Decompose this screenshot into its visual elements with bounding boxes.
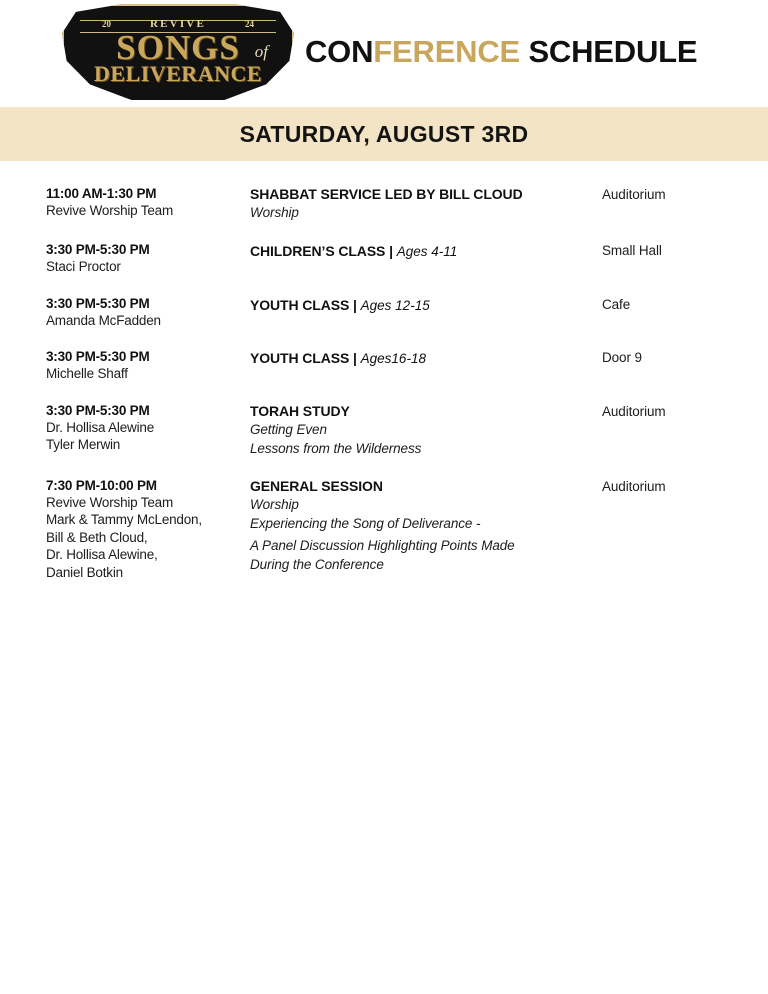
page-header <box>0 0 768 107</box>
schedule-row-room-column <box>602 295 724 313</box>
page-title-part3: SCHEDULE <box>520 34 698 69</box>
session-title-text: CHILDREN’S CLASS <box>250 243 386 259</box>
session-presenter: Revive Worship Team <box>46 203 174 218</box>
logo-deliverance-text: DELIVERANCE <box>93 61 263 86</box>
session-title-text: YOUTH CLASS <box>250 296 350 313</box>
session-presenter: Revive Worship Team <box>46 494 174 510</box>
session-title-separator: | <box>349 350 361 366</box>
schedule-row-title-column <box>250 295 602 315</box>
session-title-separator: | <box>349 296 361 313</box>
session-title: TORAH STUDY <box>250 402 350 419</box>
session-room: Auditorium <box>602 403 666 419</box>
schedule-list <box>0 161 768 581</box>
session-presenter: Mark & Tammy McLendon, <box>46 512 202 527</box>
schedule-row-title-column <box>250 241 602 261</box>
session-room: Cafe <box>602 296 631 312</box>
schedule-row-title-column <box>250 477 602 574</box>
schedule-row <box>0 477 768 582</box>
session-presenter: Dr. Hollisa Alewine, <box>46 547 158 562</box>
schedule-row <box>0 185 768 222</box>
session-presenter: Tyler Merwin <box>46 437 121 452</box>
session-title <box>250 242 602 261</box>
schedule-row <box>0 241 768 276</box>
schedule-row-time-column <box>46 185 250 220</box>
schedule-row-time-column <box>46 241 250 276</box>
session-presenter: Dr. Hollisa Alewine <box>46 419 154 435</box>
schedule-row <box>0 402 768 458</box>
session-title <box>250 296 602 315</box>
logo-year-left: 20 <box>102 19 111 29</box>
day-banner <box>0 107 768 161</box>
session-subtitle: Worship <box>250 205 299 220</box>
schedule-row-title-column <box>250 402 602 458</box>
schedule-row <box>0 348 768 383</box>
session-presenter: Amanda McFadden <box>46 312 161 328</box>
day-banner-label: SATURDAY, AUGUST 3RD <box>239 120 529 147</box>
conference-logo <box>62 4 294 102</box>
schedule-row-time-column <box>46 348 250 383</box>
page-title-part1: CON <box>305 34 374 69</box>
session-room: Auditorium <box>602 478 666 494</box>
logo-badge <box>62 4 294 102</box>
schedule-row <box>0 295 768 330</box>
logo-of-text: of <box>254 42 268 61</box>
logo-year-right: 24 <box>245 19 254 29</box>
session-title-text: YOUTH CLASS <box>250 350 350 366</box>
session-title <box>250 349 602 368</box>
schedule-row-room-column <box>602 402 724 420</box>
logo-revive-text: REVIVE <box>150 18 206 30</box>
session-ages: Ages16-18 <box>360 351 426 366</box>
session-subtitle: Getting Even <box>250 421 327 437</box>
session-ages: Ages 12-15 <box>360 297 430 313</box>
logo-songs-text: SONGS <box>116 28 240 67</box>
session-room: Door 9 <box>602 350 642 365</box>
session-subtitle: Lessons from the Wilderness <box>250 440 422 456</box>
session-time: 3:30 PM-5:30 PM <box>46 402 150 418</box>
session-time: 7:30 PM-10:00 PM <box>46 477 157 493</box>
session-room: Auditorium <box>602 187 666 202</box>
session-time: 3:30 PM-5:30 PM <box>46 349 150 364</box>
session-time: 11:00 AM-1:30 PM <box>46 186 157 201</box>
session-presenter: Daniel Botkin <box>46 564 123 580</box>
session-subtitle: During the Conference <box>250 556 384 572</box>
schedule-row-room-column <box>602 348 724 366</box>
schedule-row-title-column <box>250 185 602 222</box>
session-presenter: Staci Proctor <box>46 259 121 274</box>
session-time: 3:30 PM-5:30 PM <box>46 242 150 257</box>
schedule-row-time-column <box>46 295 250 330</box>
page-title <box>305 34 697 70</box>
session-title: GENERAL SESSION <box>250 477 383 494</box>
session-title-separator: | <box>385 243 397 259</box>
session-presenter: Bill & Beth Cloud, <box>46 529 148 545</box>
schedule-row-time-column <box>46 477 250 582</box>
schedule-row-room-column <box>602 477 724 495</box>
session-title: SHABBAT SERVICE LED BY BILL CLOUD <box>250 186 523 202</box>
session-subtitle: A Panel Discussion Highlighting Points Made <box>250 537 515 553</box>
session-subtitle: Experiencing the Song of Deliverance - <box>250 515 481 531</box>
schedule-row-title-column <box>250 348 602 368</box>
schedule-row-room-column <box>602 241 724 259</box>
session-time: 3:30 PM-5:30 PM <box>46 295 150 311</box>
page-title-part2: FERENCE <box>373 34 521 69</box>
session-subtitle: Worship <box>250 496 299 512</box>
schedule-row-room-column <box>602 185 724 203</box>
session-ages: Ages 4-11 <box>396 244 458 259</box>
session-room: Small Hall <box>602 243 662 258</box>
schedule-row-time-column <box>46 402 250 454</box>
session-presenter: Michelle Shaff <box>46 366 128 381</box>
